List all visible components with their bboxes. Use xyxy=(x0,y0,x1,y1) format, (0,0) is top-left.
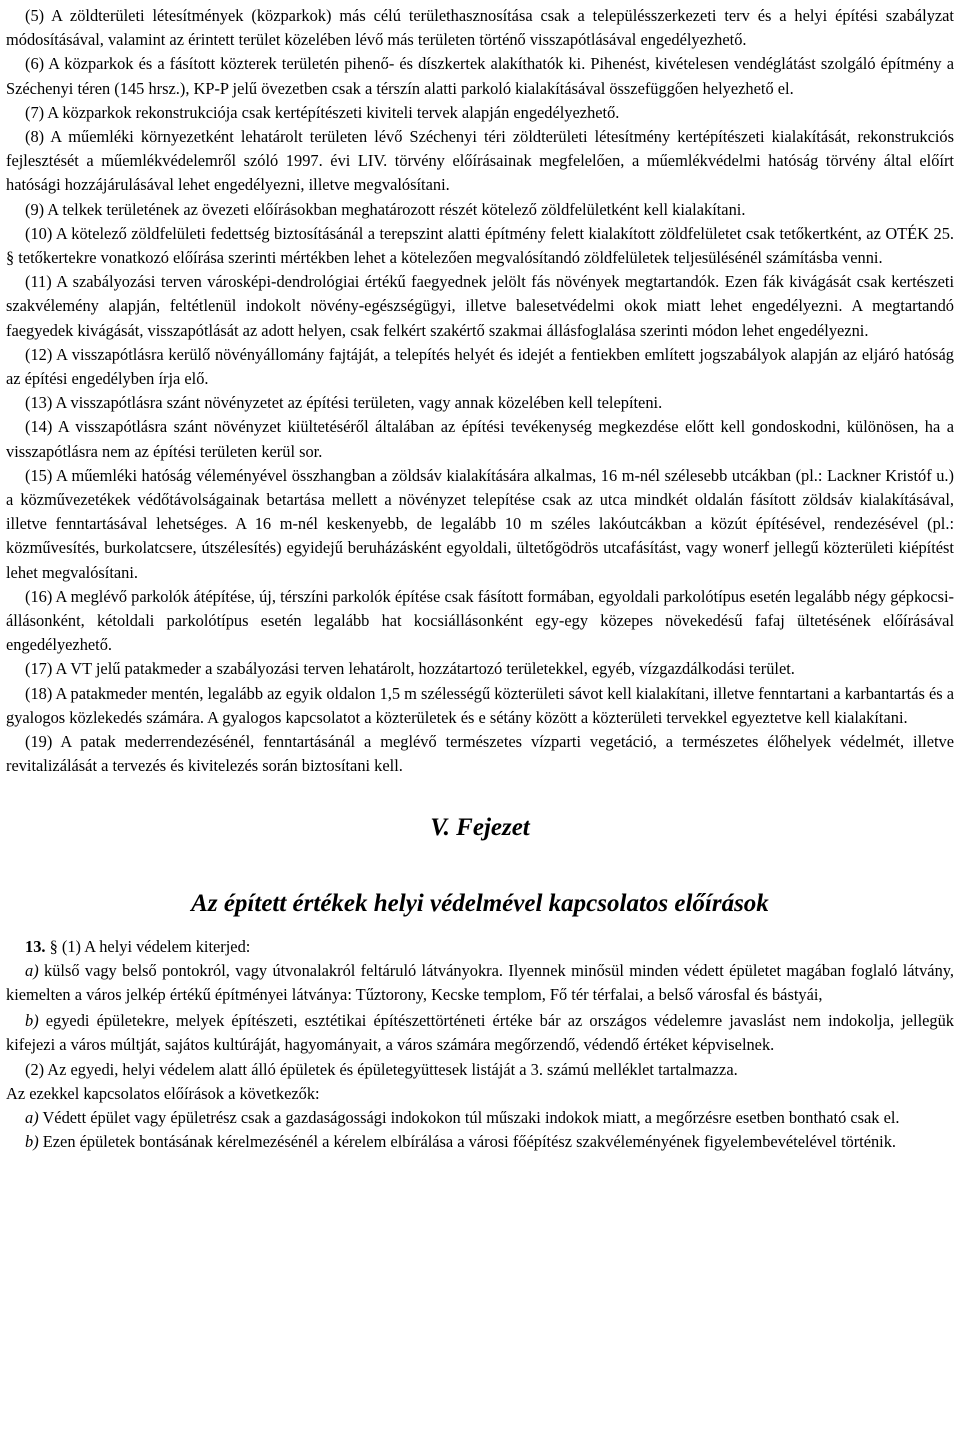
paragraph-17: (17) A VT jelű patakmeder a szabályozási terven lehatárolt, hozzátartozó területekkel, egyéb, vízgazdálkodási terület. xyxy=(25,659,795,679)
chapter-title: Az épített értékek helyi védelmével kapcsolatos előírások xyxy=(191,889,769,917)
section-13-rule-b xyxy=(6,1130,954,1154)
section-13-item-b xyxy=(6,1009,954,1057)
rule-b-letter: b) xyxy=(25,1132,39,1152)
section-13-item-a xyxy=(6,959,954,1007)
paragraph-12: (12) A visszapótlásra kerülő növényállomány fajtáját, a telepítés helyét és idejét a fentiekben említett jogszabályok alapján az eljáró hatóság az építési engedélyben írja elő. xyxy=(6,344,954,389)
paragraph-7: (7) A közparkok rekonstrukciója csak kertépítészeti kiviteli tervek alapján engedélyezhető. xyxy=(25,102,620,122)
section-13-para-2: (2) Az egyedi, helyi védelem alatt álló épületek és épületegyüttesek listáját a 3. számú melléklet tartalmazza. xyxy=(25,1059,738,1079)
paragraph-11: (11) A szabályozási terven városképi-dendrológiai értékű faegyednek jelölt fás növények megtartandók. Ezen fák kivágását csak kertészeti szakvélemény alapján, feltétlenül indokolt növény-egészségügyi, illetve balesetvédelmi okok miatt lehet engedélyezni. A megtartandó faegyedek kivágását, visszapótlását az adott helyen, csak felkért szakértő szakmai állásfoglalása szerinti módon lehet engedélyezni. xyxy=(6,272,954,340)
section-13-intro xyxy=(6,935,954,959)
paragraph-13: (13) A visszapótlásra szánt növényzetet az építési területen, vagy annak közelében kell telepíteni. xyxy=(25,393,663,413)
section-13-lead: Az ezekkel kapcsolatos előírások a következők: xyxy=(6,1083,320,1103)
section-13-rule-a xyxy=(6,1106,954,1130)
paragraph-14: (14) A visszapótlásra szánt növényzet kiültetéséről általában az építési tevékenység megkezdése előtt kell gondoskodni, különösen, ha a visszapótlásra nem az építési területen kerül sor. xyxy=(6,417,954,461)
paragraph-18: (18) A patakmeder mentén, legalább az egyik oldalon 1,5 m szélességű közterületi sávot kell kialakítani, illetve fenntartani a karbantartás és a gyalogos közlekedés számára. A gyalogos kapcsolatot a közterületek és e sétány között a közterületi tervekkel egyeztetve kell kialakítani. xyxy=(6,683,954,727)
section-number: 13. xyxy=(25,936,46,956)
paragraph-10: (10) A kötelező zöldfelületi fedettség biztosításánál a terepszint alatti építmény felett kialakított zöldfelületet csak tetőkertként, az OTÉK 25. § tetőkertekre vonatkozó előírása szerinti mértékben lehet a kötelezően megvalósítandó zöldfelületek teljesülésénél számításba venni. xyxy=(6,223,954,268)
section-13-intro-text: § (1) A helyi védelem kiterjed: xyxy=(45,936,251,956)
item-b-text: egyedi épületekre, melyek építészeti, esztétikai építészettörténeti értéke bár az országos védelemre javaslást nem indokolja, jellegük kifejezi a város múltját, sajátos kultúráját, hagyományait, a város számára megőrzendő, védendő értéket képviselnek. xyxy=(6,1011,954,1055)
paragraph-9: (9) A telkek területének az övezeti előírásokban meghatározott részét kötelező zöldfelületként kell kialakítani. xyxy=(25,199,746,219)
paragraph-6: (6) A közparkok és a fásított közterek területén pihenő- és díszkertek alakíthatók ki. Pihenést, kivételesen vendéglátást szolgáló építmény a Széchenyi téren (145 hrsz.), KP-P jelű övezetben csak a térszín alatti parkoló kialakításával összefüggően helyezhető el. xyxy=(6,54,954,98)
paragraph-8: (8) A műemléki környezetként lehatárolt területen lévő Széchenyi téri zöldterületi létesítmény kertépítészeti kialakítását, rekonstrukciós fejlesztését a műemlékvédelemről szóló 1997. évi LIV. törvény előírásainak megfelelően, a műemlékvédelmi hatóság törvény által előírt hatósági hozzájárulásával lehet engedélyezni, illetve megvalósítani. xyxy=(6,127,954,195)
rule-a-text: Védett épület vagy épületrész csak a gazdaságossági indokokon túl műszaki indokok miatt, a megőrzésre esetben bontható csak el. xyxy=(38,1107,900,1127)
rule-a-letter: a) xyxy=(25,1107,39,1127)
paragraph-16: (16) A meglévő parkolók átépítése, új, térszíni parkolók építése csak fásított formában, egyoldali parkolótípus esetén legalább négy gépkocsi-állásonként, kétoldali parkolótípus esetén legalább hat kocsiállásonként egy-egy közepes növekedésű fafaj ültetésének előírásával engedélyezhető. xyxy=(6,586,954,655)
section-13 xyxy=(6,935,954,1155)
paragraph-19: (19) A patak mederrendezésénél, fenntartásánál a meglévő természetes vízparti vegetáció, a természetes élőhelyek védelmét, illetve revitalizálását a tervezés és kivitelezés során biztosítani kell. xyxy=(6,732,954,776)
item-a-letter: a) xyxy=(25,960,39,980)
paragraph-list-top xyxy=(6,4,954,779)
rule-b-text: Ezen épületek bontásának kérelmezésénél a kérelem elbírálása a városi főépítész szakvéleményének figyelembevételével történik. xyxy=(38,1132,897,1152)
paragraph-15: (15) A műemléki hatóság véleményével összhangban a zöldsáv kialakítására alkalmas, 16 m-nél szélesebb utcákban (pl.: Lackner Kristóf u.) a közművezetékek védőtávolságainak betartása mellett a növényzet telepítése csak az utca mindkét oldalán fásított zöldsáv kialakításával, illetve fenntartásával lehetséges. A 16 m-nél keskenyebb, de legalább 10 m széles lakóutcákban a közút építésével, rendezésével (pl.: közművesítés, burkolatcsere, útszélesítés) egyidejű beruházásként egyoldali, ültetőgödrös utcafásítást, vagy wonerf jellegű közterületi kiépítést lehet megvalósítani. xyxy=(6,465,954,582)
item-b-letter: b) xyxy=(25,1011,39,1031)
item-a-text: külső vagy belső pontokról, vagy útvonalakról feltáruló látványokra. Ilyennek minősül minden védett épületet magában foglaló látvány, kiemelten a város jelkép értékű építményei látványa: Tűztorony, Kecske templom, Fő tér térfalai, a belső városfal és bástyái, xyxy=(6,960,954,1004)
chapter-number: V. Fejezet xyxy=(430,813,530,841)
paragraph-5: (5) A zöldterületi létesítmények (közparkok) más célú területhasznosítása csak a településszerkezeti terv és a helyi építési szabályzat módosításával, valamint az érintett terület közelében lévő más területen történő visszapótlásával engedélyezhető. xyxy=(6,6,954,50)
